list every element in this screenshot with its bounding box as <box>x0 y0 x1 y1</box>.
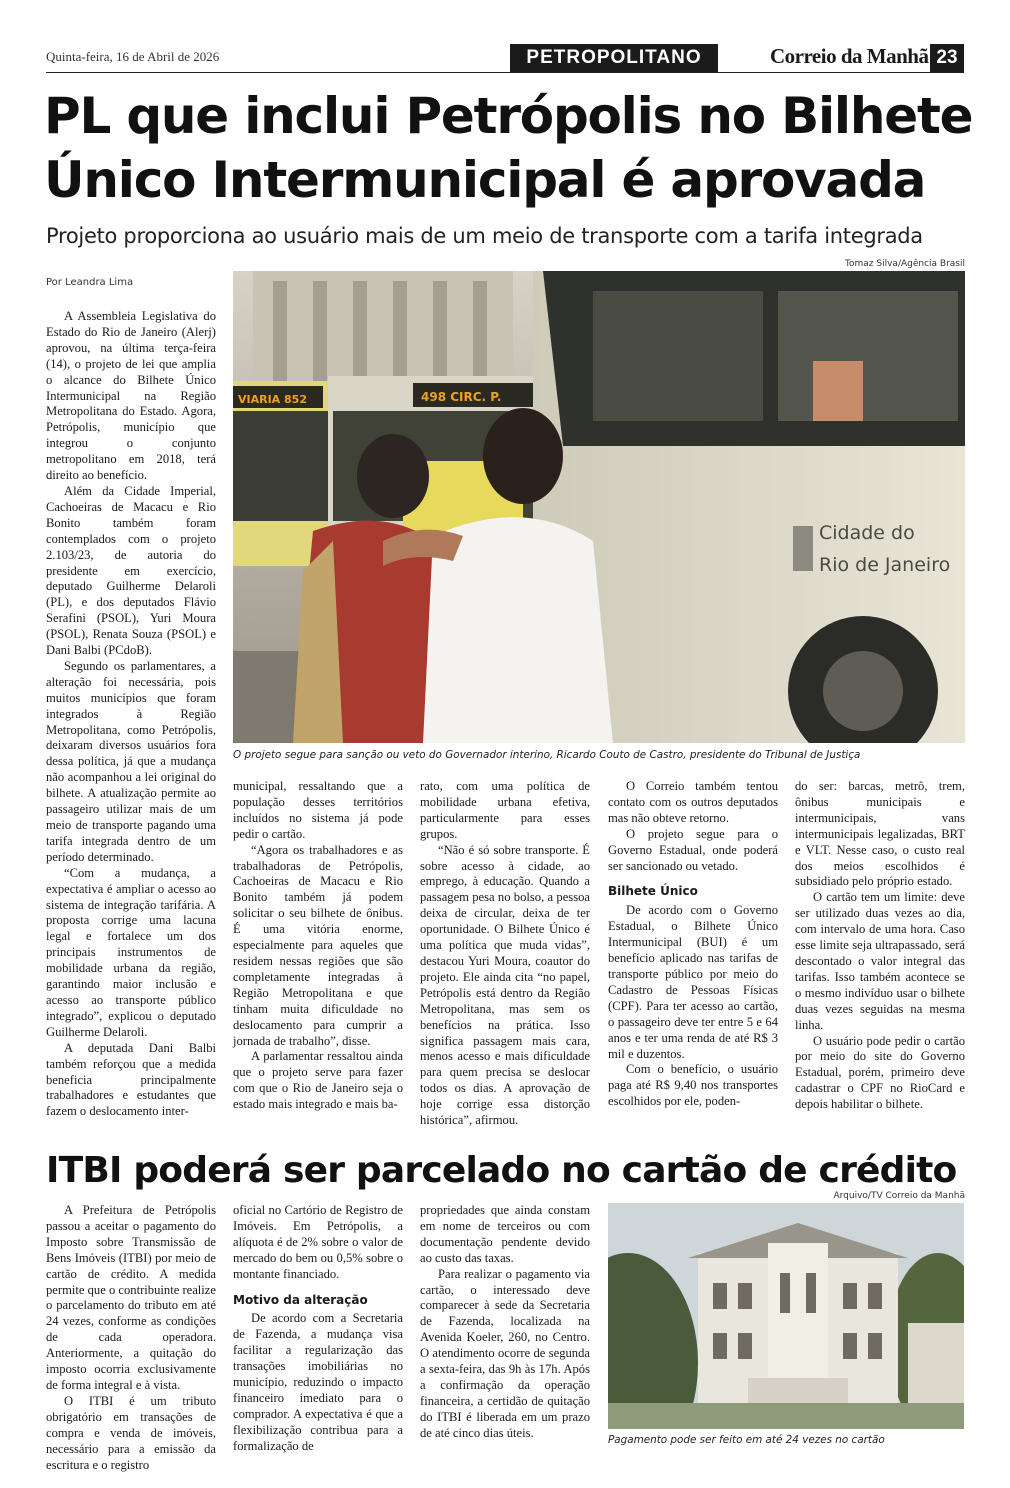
article-column-4 <box>608 779 778 1110</box>
headline: PL que inclui Petrópolis no Bilhete Único Intermunicipal é aprovada <box>44 87 973 209</box>
photo-caption: O projeto segue para sanção ou veto do Governador interino, Ricardo Couto de Castro, presidente do Tribunal de Justiça <box>233 749 861 761</box>
header-rule <box>46 72 964 73</box>
paragraph: O cartão tem um limite: deve ser utilizado duas vezes ao dia, com intervalo de uma hora. Caso esse limite seja ultrapassado, será descontado o valor integral das tarifas. Isso também acontece se o mesmo indivíduo usar o bilhete duas vezes seguidas na mesma linha. <box>795 890 965 1032</box>
article2-column-1 <box>46 1203 216 1473</box>
article-column-1 <box>46 309 216 1120</box>
building-photo <box>608 1203 964 1429</box>
paragraph: “Com a mudança, a expectativa é ampliar o acesso ao sistema de integração tarifária. A proposta corrige uma lacuna legal e fortalece um dos principais instrumentos de mobilidade urbana da região, garantindo maior inclusão e acesso ao transporte público integrado”, explicou o deputado Guilherme Delaroli. <box>46 865 216 1039</box>
paragraph: oficial no Cartório de Registro de Imóveis. Em Petrópolis, a alíquota é de 2% sobre o valor de mercado do bem ou 0,5% sobre o montante financiado. <box>233 1203 403 1281</box>
paragraph: De acordo com a Secretaria de Fazenda, a mudança visa facilitar a regularização das transações imobiliárias no município, reduzindo o impacto financeiro imediato para o comprador. A expectativa é que a flexibilização contribua para a formalização de <box>233 1311 403 1453</box>
page-number: 23 <box>930 44 964 72</box>
byline: Por Leandra Lima <box>46 277 134 288</box>
paragraph: O usuário pode pedir o cartão por meio do site do Governo Estadual, porém, primeiro deve cadastrar o CPF no RioCard e depois habilitar o bilhete. <box>795 1033 965 1112</box>
article-column-2 <box>233 779 403 1113</box>
section-heading: Bilhete Único <box>608 884 698 899</box>
article-column-5 <box>795 779 965 1113</box>
paragraph: Com o benefício, o usuário paga até R$ 9,40 nos transportes escolhidos por ele, poden- <box>608 1062 778 1109</box>
paragraph: De acordo com o Governo Estadual, o Bilhete Único Intermunicipal (BUI) é um benefício aplicado nas tarifas de transporte público por meio do Cadastro de Pessoas Físicas (CPF). Para ter acesso ao cartão, o passageiro deve ter entre 5 e 64 anos e ter uma renda de até R$ 3 mil e duzentos. <box>608 903 778 1061</box>
section-label: PETROPOLITANO <box>510 44 718 72</box>
paragraph: Para realizar o pagamento via cartão, o interessado deve comparecer à sede da Secretaria de Fazenda, localizada na Avenida Koeler, 260, no Centro. O atendimento ocorre de segunda a sexta-feira, das 9h às 17h. Após a confirmação da operação financeira, a certidão de quitação do ITBI é liberada em um prazo de até cinco dias úteis. <box>420 1266 590 1440</box>
bus-photo <box>233 271 965 743</box>
paragraph: O ITBI é um tributo obrigatório em transações de compra e venda de imóveis, necessário para a emissão da escritura e o registro <box>46 1393 216 1472</box>
bus-route-sign-right: 498 CIRC. P. <box>421 390 502 404</box>
newspaper-logo: Correio da Manhã <box>770 44 929 68</box>
photo-credit-2: Arquivo/TV Correio da Manhã <box>833 1191 965 1201</box>
paragraph: municipal, ressaltando que a população desses territórios incluídos no sistema já pode pedir o cartão. <box>233 779 403 841</box>
building-photo-illustration <box>608 1203 964 1429</box>
paragraph: O Correio também tentou contato com os outros deputados mas não obteve retorno. <box>608 779 778 825</box>
paragraph: A Prefeitura de Petrópolis passou a aceitar o pagamento do Imposto sobre Transmissão de Bens Imóveis (ITBI) por meio de cartão de crédito. A medida permite que o contribuinte realize o parcelamento do tributo em até 24 vezes, conforme as condições de cada operadora. Anteriormente, a quitação do imposto ocorria exclusivamente de forma integral e à vista. <box>46 1203 216 1392</box>
paragraph: A parlamentar ressaltou ainda que o projeto serve para fazer com que o Rio de Janeiro seja o estado mais integrado e mais ba- <box>233 1049 403 1112</box>
paragraph: O projeto segue para o Governo Estadual, onde poderá ser sancionado ou vetado. <box>608 826 778 873</box>
bus-livery-line1: Cidade do <box>819 522 915 544</box>
paragraph: rato, com uma política de mobilidade urbana efetiva, particularmente para esses grupos. <box>420 779 590 841</box>
edition-date: Quinta-feira, 16 de Abril de 2026 <box>46 49 220 64</box>
headline-2: ITBI poderá ser parcelado no cartão de crédito <box>46 1150 957 1191</box>
article2-column-2 <box>233 1203 403 1455</box>
paragraph: Além da Cidade Imperial, Cachoeiras de Macacu e Rio Bonito também foram contemplados com o projeto 2.103/23, de autoria do presidente em exercício, deputado Guilherme Delaroli (PL), e dos deputados Flávio Serafini (PSOL), Yuri Moura (PSOL), Renata Souza (PSOL) e Dani Balbi (PCdoB). <box>46 483 216 658</box>
paragraph: “Agora os trabalhadores e as trabalhadoras de Petrópolis, Cachoeiras de Macacu e Rio Bonito também já podem solicitar o seu bilhete de ônibus. É uma vitória enorme, especialmente para aqueles que residem nessas regiões que são completamente integradas à Região Metropolitana e que tinham muita dificuldade no deslocamento para cumprir a jornada de trabalho”, disse. <box>233 842 403 1048</box>
photo-credit: Tomaz Silva/Agência Brasil <box>845 259 965 269</box>
paragraph: do ser: barcas, metrô, trem, ônibus municipais e intermunicipais, vans intermunicipais legalizadas, BRT e VLT. Nesse caso, o custo real dos meios escolhidos é subsidiado pelo próprio estado. <box>795 779 965 889</box>
article-column-3 <box>420 779 590 1129</box>
paragraph: Segundo os parlamentares, a alteração foi necessária, pois muitos municípios que foram integrados à Região Metropolitana, como Petrópolis, deixaram diversos usuários fora dessa política, já que a mudança não acompanhou a lei original do bilhete. A atualização permite ao passageiro utilizar mais de um meio de transporte pagando uma tarifa integrada dentro de um período determinado. <box>46 658 216 864</box>
paragraph: A deputada Dani Balbi também reforçou que a medida beneficia principalmente trabalhadores e estudantes que fazem o deslocamento inter- <box>46 1040 216 1119</box>
bus-livery-line2: Rio de Janeiro <box>819 554 951 576</box>
article2-column-3 <box>420 1203 590 1442</box>
photo-caption-2: Pagamento pode ser feito em até 24 vezes no cartão <box>608 1434 885 1446</box>
paragraph: propriedades que ainda constam em nome de terceiros ou com documentação pendente devido ao custo das taxas. <box>420 1203 590 1265</box>
paragraph: A Assembleia Legislativa do Estado do Rio de Janeiro (Alerj) aprovou, na última terça-feira (14), o projeto de lei que amplia o alcance do Bilhete Único Intermunicipal na Região Metropolitana do Estado. Agora, Petrópolis, município que integrou o conjunto metropolitano em 2018, terá direito ao benefício. <box>46 309 216 483</box>
bus-route-sign-left: VIARIA 852 <box>238 393 307 406</box>
paragraph: “Não é só sobre transporte. É sobre acesso à cidade, ao emprego, à educação. Quando a passagem pesa no bolso, a pessoa deixa de circular, deixa de ter oportunidade. O Bilhete Único é uma política que muda vidas”, destacou Yuri Moura, coautor do projeto. Ele ainda cita “no papel, Petrópolis está dentro da Região Metropolitana, mas sem os benefícios na prática. Isso significa passagem mais cara, menos acesso e mais dificuldade para quem precisa se deslocar todos os dias. A aprovação de hoje corrige essa distorção histórica”, afirmou. <box>420 842 590 1128</box>
section-heading: Motivo da alteração <box>233 1292 368 1307</box>
bus-photo-illustration <box>233 271 965 743</box>
subheadline: Projeto proporciona ao usuário mais de um meio de transporte com a tarifa integrada <box>46 224 923 248</box>
